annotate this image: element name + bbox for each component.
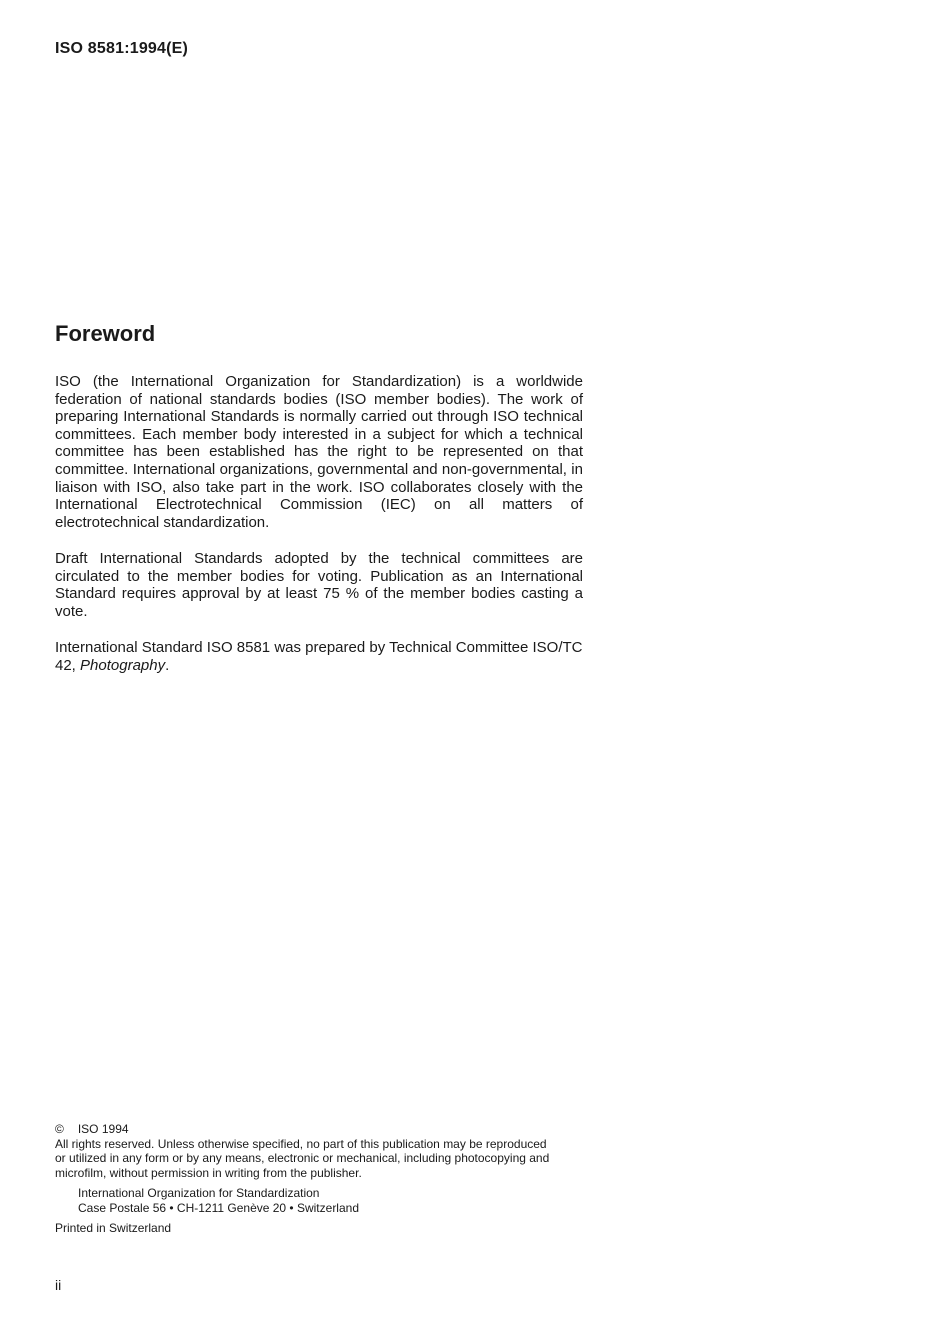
committee-name: Photography [80,656,166,674]
organization-name: International Organization for Standardization [78,1186,320,1200]
copyright-year: ISO 1994 [77,1122,129,1136]
document-header: ISO 8581:1994(E) [55,40,189,57]
copyright-block [55,1122,587,1236]
foreword-paragraph-3 [55,639,583,674]
foreword-paragraph-1: ISO (the International Organization for Standardization) is a worldwide federation of national standards bodies (ISO member bodies). The work of preparing International Standards is normally carried out through ISO technical committees. Each member body interested in a subject for which a technical committee has been established has the right to be represented on that committee. International organizations, governmental and non-governmental, in liaison with ISO, also take part in the work. ISO collaborates closely with the International Electrotechnical Commission (IEC) on all matters of electrotechnical standardization. [55,373,583,531]
foreword-heading: Foreword [55,321,156,346]
page-number: ii [55,1277,62,1293]
printed-location: Printed in Switzerland [55,1221,172,1235]
rights-line-1: All rights reserved. Unless otherwise specified, no part of this publication may be reproduced [55,1136,547,1151]
organization-address: Case Postale 56 • CH-1211 Genève 20 • Switzerland [78,1200,359,1215]
copyright-year-line [55,1122,587,1137]
copyright-icon: © [55,1122,64,1136]
rights-line-2: or utilized in any form or by any means, electronic or mechanical, including photocopying and [55,1151,550,1165]
paragraph-3-suffix: . [165,656,170,674]
foreword-paragraph-2: Draft International Standards adopted by the technical committees are circulated to the member bodies for voting. Publication as an International Standard requires approval by at least 75 % of the member bodies casting a vote. [55,550,583,620]
rights-line-3: microfilm, without permission in writing from the publisher. [55,1165,362,1180]
paragraph-3-prefix: International Standard ISO 8581 was prepared by Technical Committee ISO/TC 42, [55,639,583,674]
